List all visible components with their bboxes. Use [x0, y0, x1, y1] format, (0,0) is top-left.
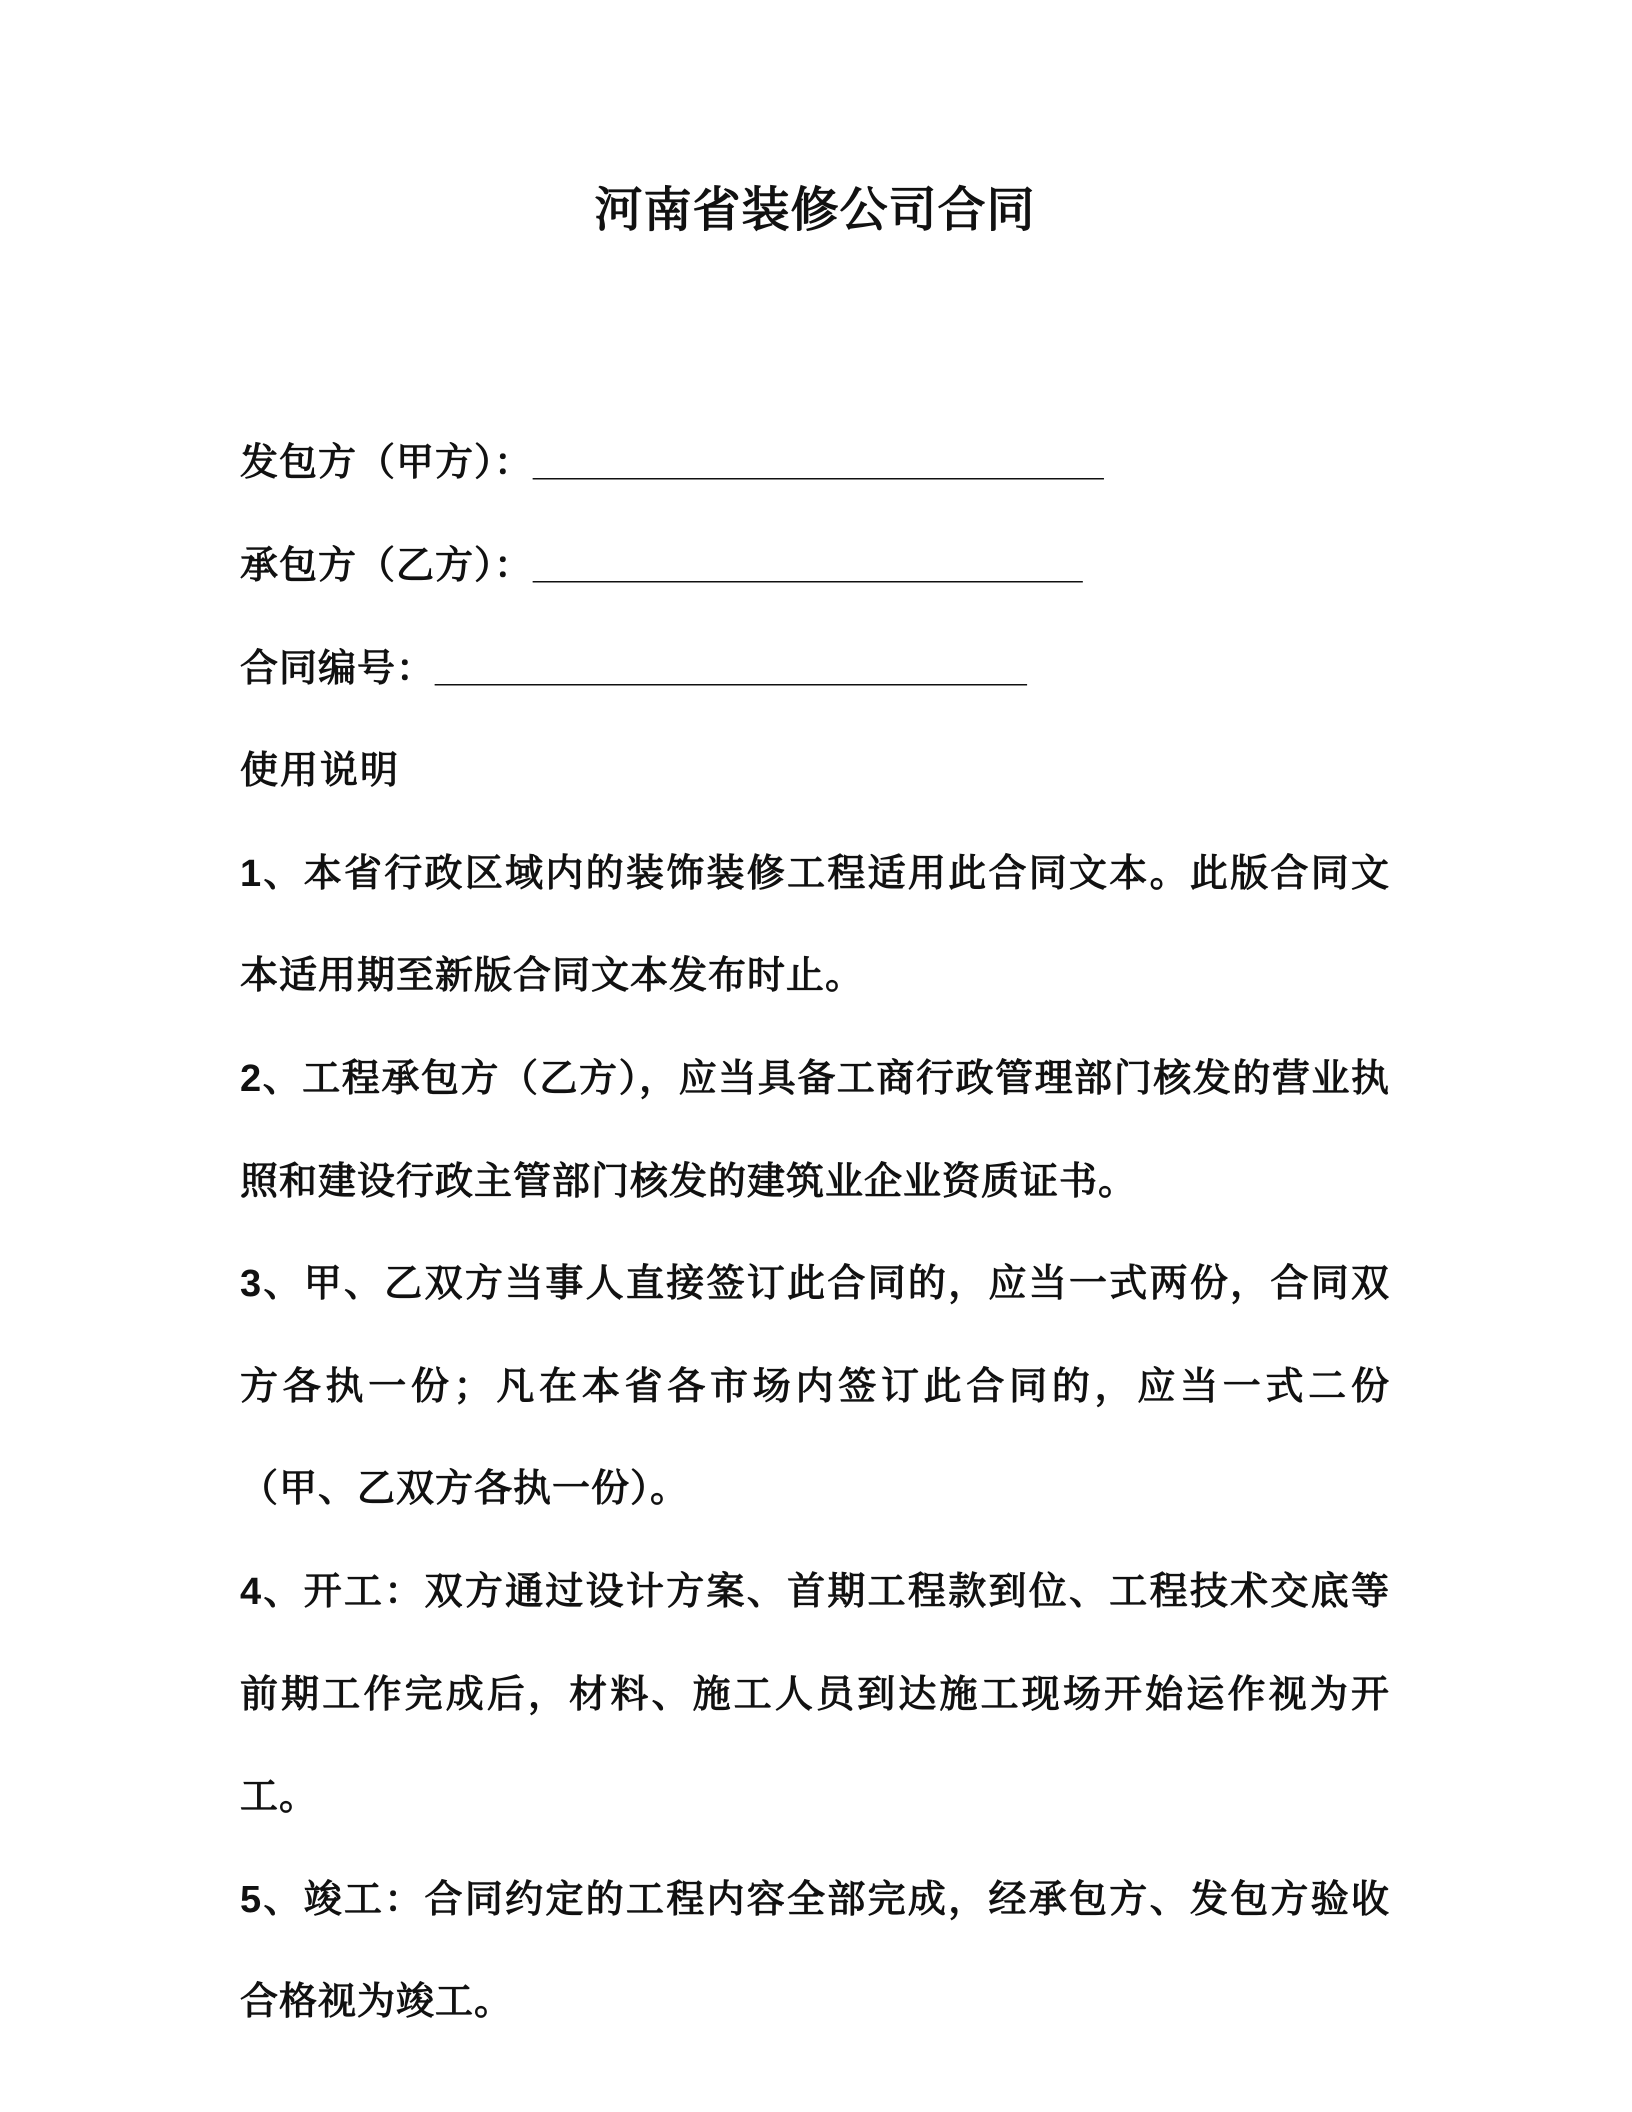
form-fields — [240, 412, 1390, 822]
paragraph-1: 1、本省行政区域内的装饰装修工程适用此合同文本。此版合同文本适用期至新版合同文本发布时止。 — [240, 852, 1390, 998]
paragraph-4: 4、开工：双方通过设计方案、首期工程款到位、工程技术交底等前期工作完成后，材料、施工人员到达施工现场开始运作视为开工。 — [240, 1570, 1390, 1819]
paragraph-3: 3、甲、乙双方当事人直接签订此合同的，应当一式两份，合同双方各执一份；凡在本省各市场内签订此合同的，应当一式二份（甲、乙双方各执一份）。 — [240, 1263, 1390, 1511]
party-b-blank-line: __________________________ — [533, 544, 1083, 587]
field-row-party-a — [240, 412, 1390, 515]
party-a-blank-line: ___________________________ — [533, 442, 1104, 485]
paragraph-2: 2、工程承包方（乙方），应当具备工商行政管理部门核发的营业执照和建设行政主管部门核发的建筑业企业资质证书。 — [240, 1057, 1390, 1203]
party-b-label: 承包方（乙方）： — [240, 544, 534, 587]
contract-number-blank-line: ____________________________ — [435, 647, 1027, 690]
contract-number-label: 合同编号： — [240, 647, 436, 690]
field-row-party-b — [240, 515, 1390, 618]
page-title: 河南省装修公司合同 — [594, 184, 1036, 237]
party-a-label: 发包方（甲方）： — [240, 442, 534, 485]
paragraphs-block — [240, 823, 1390, 2054]
paragraph-5: 5、竣工：合同约定的工程内容全部完成，经承包方、发包方验收合格视为竣工。 — [240, 1878, 1390, 2024]
usage-instructions-heading: 使用说明 — [240, 750, 401, 793]
field-row-contract-number — [240, 618, 1390, 721]
